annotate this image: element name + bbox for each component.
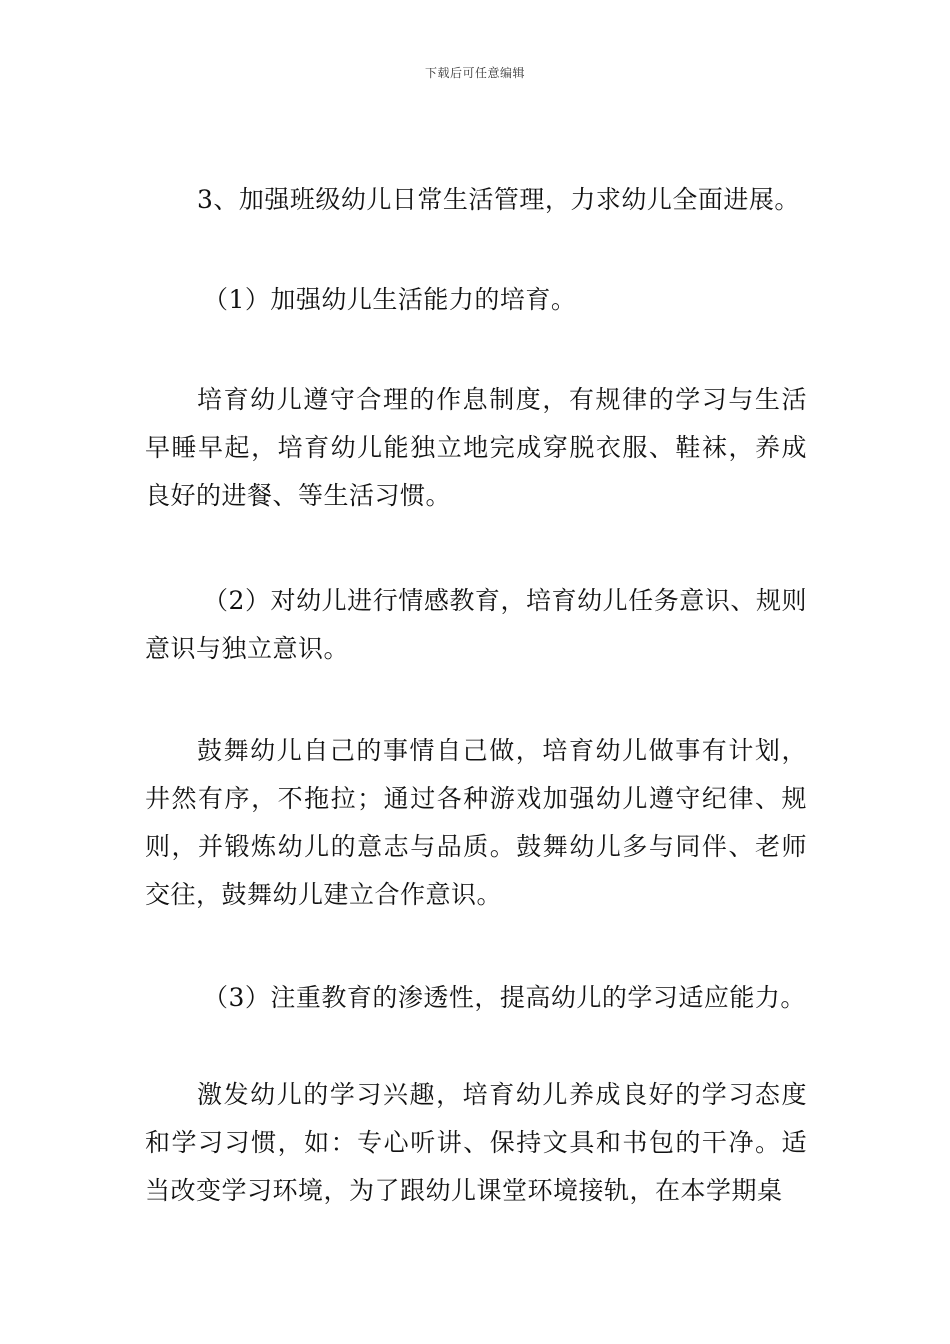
body-paragraph-1: 培育幼儿遵守合理的作息制度，有规律的学习与生活早睡早起，培育幼儿能独立地完成穿脱衣服、鞋袜，养成良好的进餐、等生活习惯。: [145, 385, 807, 510]
body-paragraph-2: 鼓舞幼儿自己的事情自己做，培育幼儿做事有计划，井然有序，不拖拉；通过各种游戏加强幼儿遵守纪律、规则，并锻炼幼儿的意志与品质。鼓舞幼儿多与同伴、老师交往，鼓舞幼儿建立合作意识。: [145, 736, 807, 909]
page-header-note: 下载后可任意编辑: [424, 66, 525, 80]
section-heading: 3、加强班级幼儿日常生活管理，力求幼儿全面进展。: [197, 185, 800, 214]
subsection-heading-1: （1）加强幼儿生活能力的培育。: [203, 285, 577, 314]
subsection-heading-3: （3）注重教育的渗透性，提高幼儿的学习适应能力。: [203, 983, 806, 1012]
subsection-heading-2: （2）对幼儿进行情感教育，培育幼儿任务意识、规则意识与独立意识。: [145, 586, 807, 663]
body-paragraph-3: 激发幼儿的学习兴趣，培育幼儿养成良好的学习态度和学习习惯，如：专心听讲、保持文具和书包的干净。适当改变学习环境，为了跟幼儿课堂环境接轨，在本学期桌: [145, 1080, 807, 1205]
